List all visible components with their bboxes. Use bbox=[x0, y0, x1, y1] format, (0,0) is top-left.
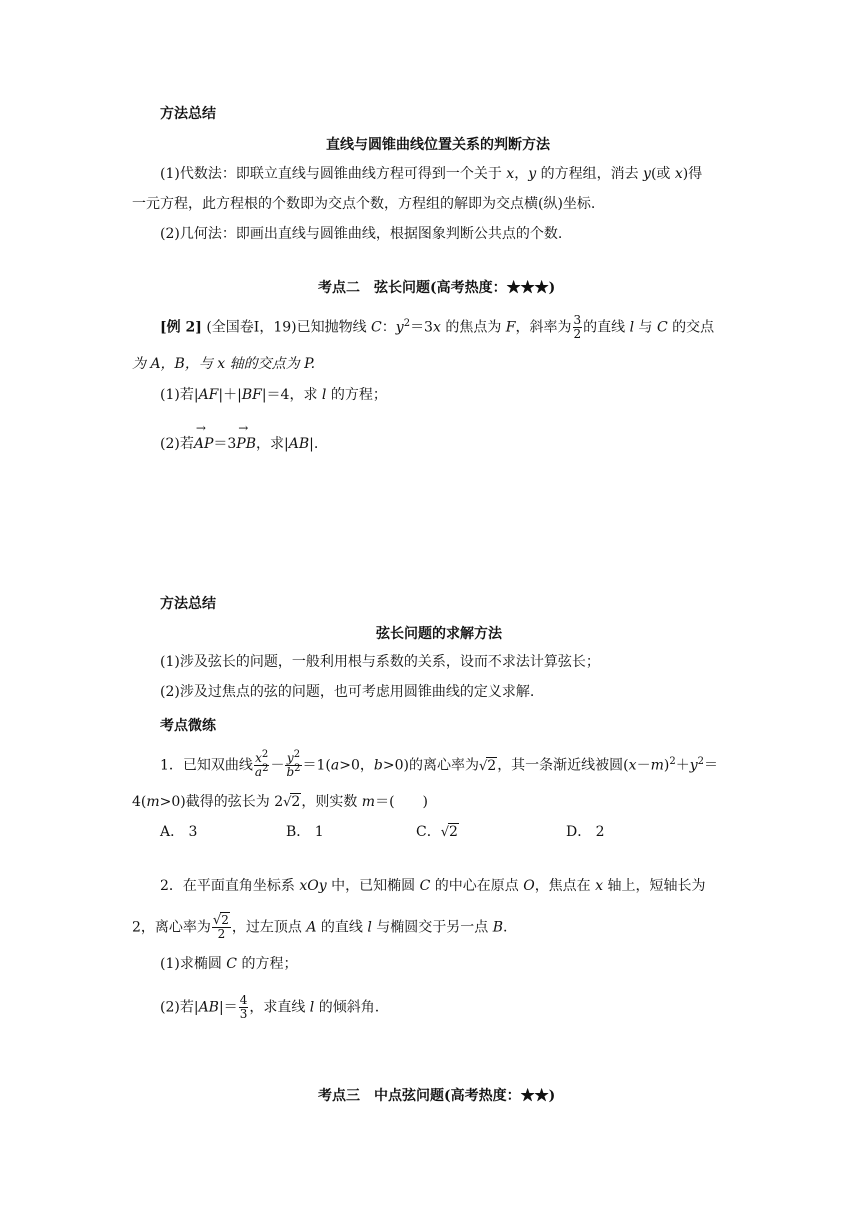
practice-question-1: 1．已知双曲线 $\frac{x^2}{a^2}$ － $\frac{y^2}{b^2}$ ＝1(a>0，b>0)的离心率为√2，其一条渐近线被圆$(x-m)^2+y^2=$ bbox=[160, 749, 718, 779]
example-2-question-1: (1)若|AF|＋|BF|＝4，求 l 的方程； bbox=[160, 387, 387, 403]
example-2-question-2: (2)若→ AP＝3→ PB，求|AB|. bbox=[160, 434, 318, 454]
method-summary-heading-2: 方法总结 bbox=[160, 596, 216, 612]
chord-method-2: (2)涉及过焦点的弦的问题，也可考虑用圆锥曲线的定义求解. bbox=[160, 684, 535, 700]
option-b: B． 1 bbox=[286, 824, 324, 840]
option-c: C．√2 bbox=[416, 824, 458, 840]
method-summary-heading-1: 方法总结 bbox=[160, 106, 216, 122]
option-a: A． 3 bbox=[160, 824, 198, 840]
chord-method-1: (1)涉及弦长的问题，一般利用根与系数的关系，设而不求法计算弦长； bbox=[160, 654, 600, 670]
paragraph-algebra: (1)代数法：即联立直线与圆锥曲线方程可得到一个关于 x，y 的方程组，消去 y(或 x)得 bbox=[160, 166, 703, 182]
example-2-line2: 为 A，B，与 x 轴的交点为 P. bbox=[132, 356, 316, 372]
practice-question-2: 2．在平面直角坐标系 xOy 中，已知椭圆 C 的中心在原点 O，焦点在 x 轴上，短轴长为 bbox=[160, 878, 706, 894]
practice-question-2-line2: 2，离心率为 $\frac{√2}{2}$ ，过左顶点 A 的直线 l 与椭圆交于另一点 B. bbox=[132, 913, 508, 941]
option-d: D． 2 bbox=[566, 824, 605, 840]
paragraph-algebra-line2: 一元方程，此方程根的个数即为交点个数，方程组的解即为交点横(纵)坐标. bbox=[132, 196, 596, 212]
section-title-kaodian3: 考点三 中点弦问题(高考热度：★★) bbox=[318, 1088, 556, 1104]
method-title-2: 弦长问题的求解方法 bbox=[376, 626, 502, 642]
practice-question-1-line2: 4(m>0)截得的弦长为 2√2，则实数 m＝( ) bbox=[132, 794, 429, 810]
example-2-line1: [例 2] (全国卷Ⅰ，19)已知抛物线 C：$y^2=3x$ 的焦点为 F，斜率为 $\frac{3}{2}$ 的直线 l 与 C 的交点 bbox=[160, 313, 715, 341]
practice-question-2-part1: (1)求椭圆 C 的方程； bbox=[160, 956, 298, 972]
practice-heading: 考点微练 bbox=[160, 718, 216, 734]
method-title-1: 直线与圆锥曲线位置关系的判断方法 bbox=[326, 137, 550, 153]
practice-question-2-part2: (2)若|AB|＝ $\frac{4}{3}$ ，求直线 l 的倾斜角. bbox=[160, 993, 380, 1021]
section-title-kaodian2: 考点二 弦长问题(高考热度：★★★) bbox=[318, 280, 556, 296]
paragraph-geometry: (2)几何法：即画出直线与圆锥曲线，根据图象判断公共点的个数. bbox=[160, 226, 563, 242]
